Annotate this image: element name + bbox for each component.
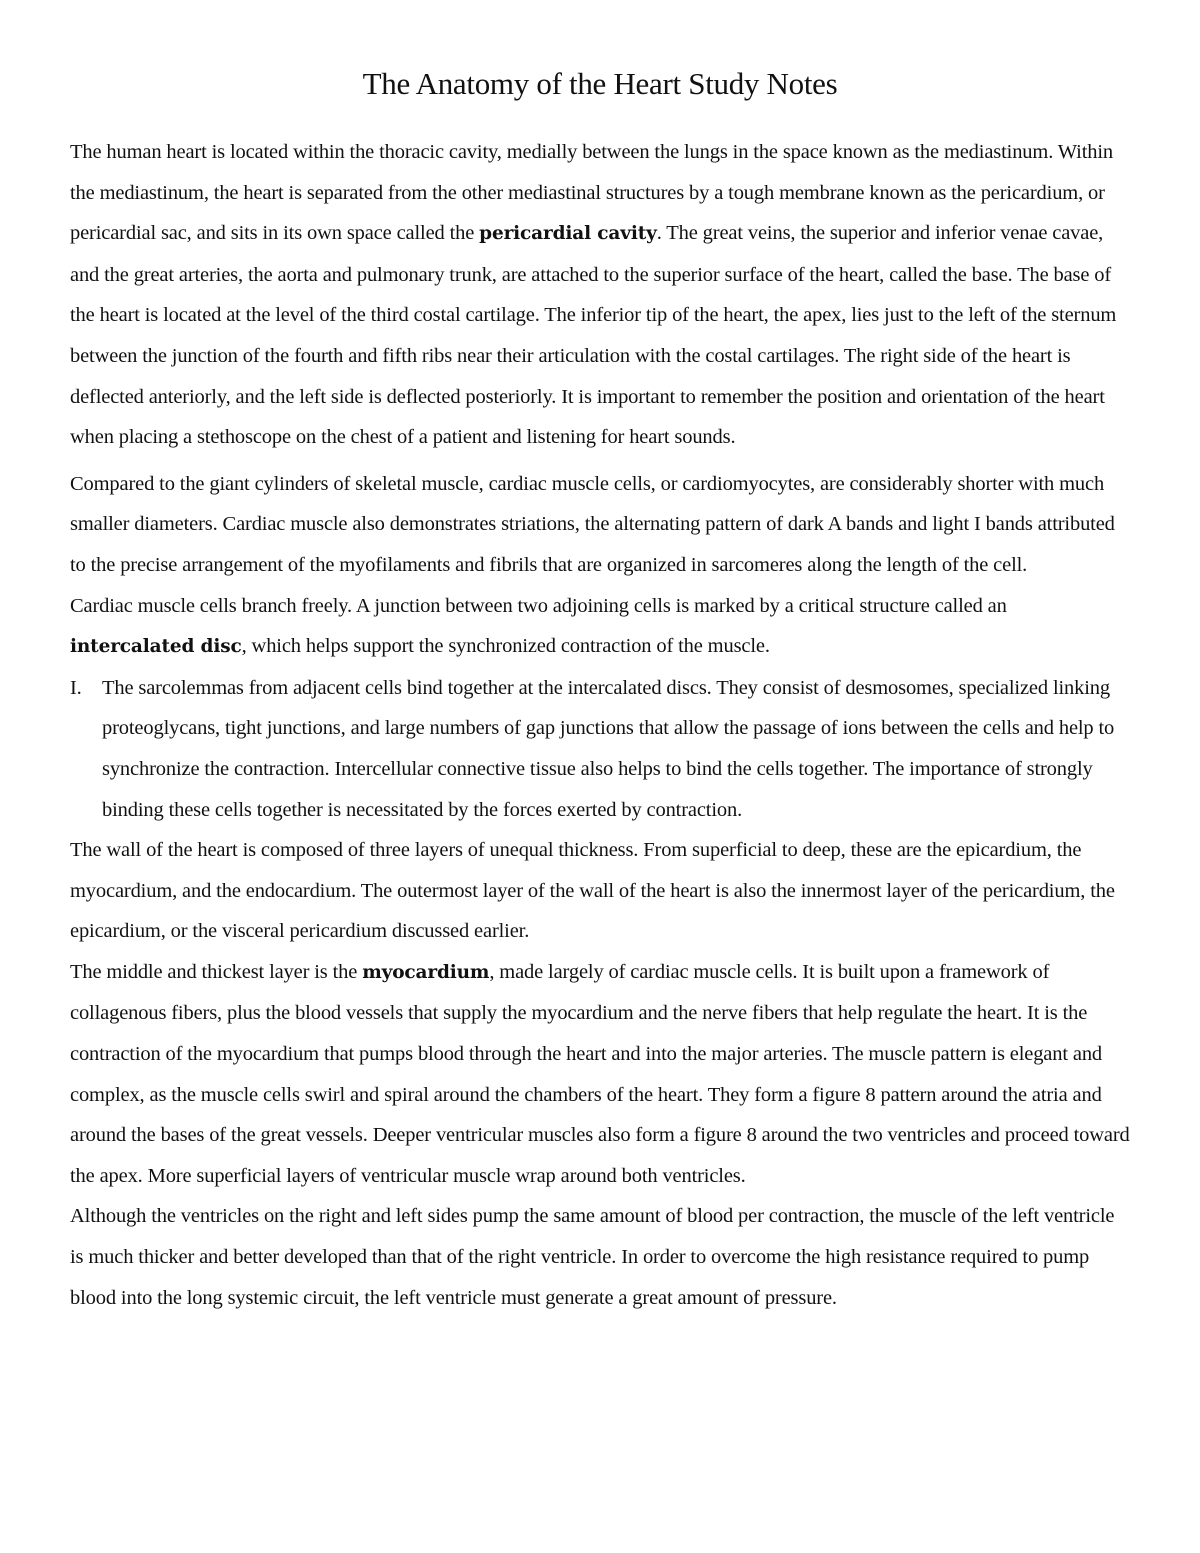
paragraph-heart-wall: The wall of the heart is composed of three layers of unequal thickness. From superficial to deep, these are the epicardium, the myocardium, and the endocardium. The outermost layer of the wall of the heart is also the innermost layer of the pericardium, the epicardium, or the visceral pericardium discussed earlier.	[70, 839, 1115, 943]
paragraph-cardiac-muscle: Compared to the giant cylinders of skeletal muscle, cardiac muscle cells, or cardiomyocytes, are considerably shorter with much smaller diameters. Cardiac muscle also demonstrates striations, the alternating pattern of dark A bands and light I bands attributed to the precise arrangement of the myofilaments and fibrils that are organized in sarcomeres along the length of the cell.	[70, 472, 1115, 576]
list-item-text: The sarcolemmas from adjacent cells bind together at the intercalated discs. They consist of desmosomes, specialized linking proteoglycans, tight junctions, and large numbers of gap junctions that allow the passage of ions between the cells and help to synchronize the contraction. Intercellular connective tissue also helps to bind the cells together. The importance of strongly binding these cells together is necessitated by the forces exerted by contraction.	[102, 676, 1115, 821]
list-marker: I.	[70, 676, 82, 699]
paragraph-intercalated-disc	[70, 586, 1130, 668]
paragraph-text: , which helps support the synchronized contraction of the muscle.	[241, 635, 770, 658]
document-body	[70, 132, 1130, 1318]
page-title: The Anatomy of the Heart Study Notes	[362, 66, 838, 101]
term-pericardial-cavity: pericardial cavity	[479, 223, 657, 245]
paragraph-text: . The great veins, the superior and inferior venae cavae, and the great arteries, the aorta and pulmonary trunk, are attached to the superior surface of the heart, called the base. The base of the heart is located at the level of the third costal cartilage. The inferior tip of the heart, the apex, lies just to the left of the sternum between the junction of the fourth and fifth ribs near their articulation with the costal cartilages. The right side of the heart is deflected anteriorly, and the left side is deflected posteriorly. It is important to remember the position and orientation of the heart when placing a stethoscope on the chest of a patient and listening for heart sounds.	[70, 222, 1117, 449]
paragraph-ventricles: Although the ventricles on the right and left sides pump the same amount of blood per contraction, the muscle of the left ventricle is much thicker and better developed than that of the right ventricle. In order to overcome the high resistance required to pump blood into the long systemic circuit, the left ventricle must generate a great amount of pressure.	[70, 1205, 1115, 1309]
term-intercalated-disc: intercalated disc	[70, 636, 242, 658]
paragraph-myocardium	[70, 952, 1130, 1197]
paragraph-text: The human heart is located within the thoracic cavity, medially between the lungs in the space known as the mediastinum. Within the mediastinum, the heart is separated from the other mediastinal structures by a tough membrane known as the pericardium, or pericardial sac, and sits in its own space called the	[70, 141, 1113, 245]
numbered-list	[70, 668, 1130, 830]
paragraph-text: Cardiac muscle cells branch freely. A junction between two adjoining cells is marked by a critical structure called an	[70, 594, 1007, 617]
term-myocardium: myocardium	[362, 961, 490, 983]
paragraph-text: , made largely of cardiac muscle cells. It is built upon a framework of collagenous fibers, plus the blood vessels that supply the myocardium and the nerve fibers that help regulate the heart. It is the contraction of the myocardium that pumps blood through the heart and into the major arteries. The muscle pattern is elegant and complex, as the muscle cells swirl and spiral around the chambers of the heart. They form a figure 8 pattern around the atria and around the bases of the great vessels. Deeper ventricular muscles also form a figure 8 around the two ventricles and proceed toward the apex. More superficial layers of ventricular muscle wrap around both ventricles.	[70, 960, 1130, 1187]
paragraph-heart-location	[70, 132, 1130, 458]
list-item	[70, 668, 1130, 830]
paragraph-text: The middle and thickest layer is the	[70, 960, 363, 983]
